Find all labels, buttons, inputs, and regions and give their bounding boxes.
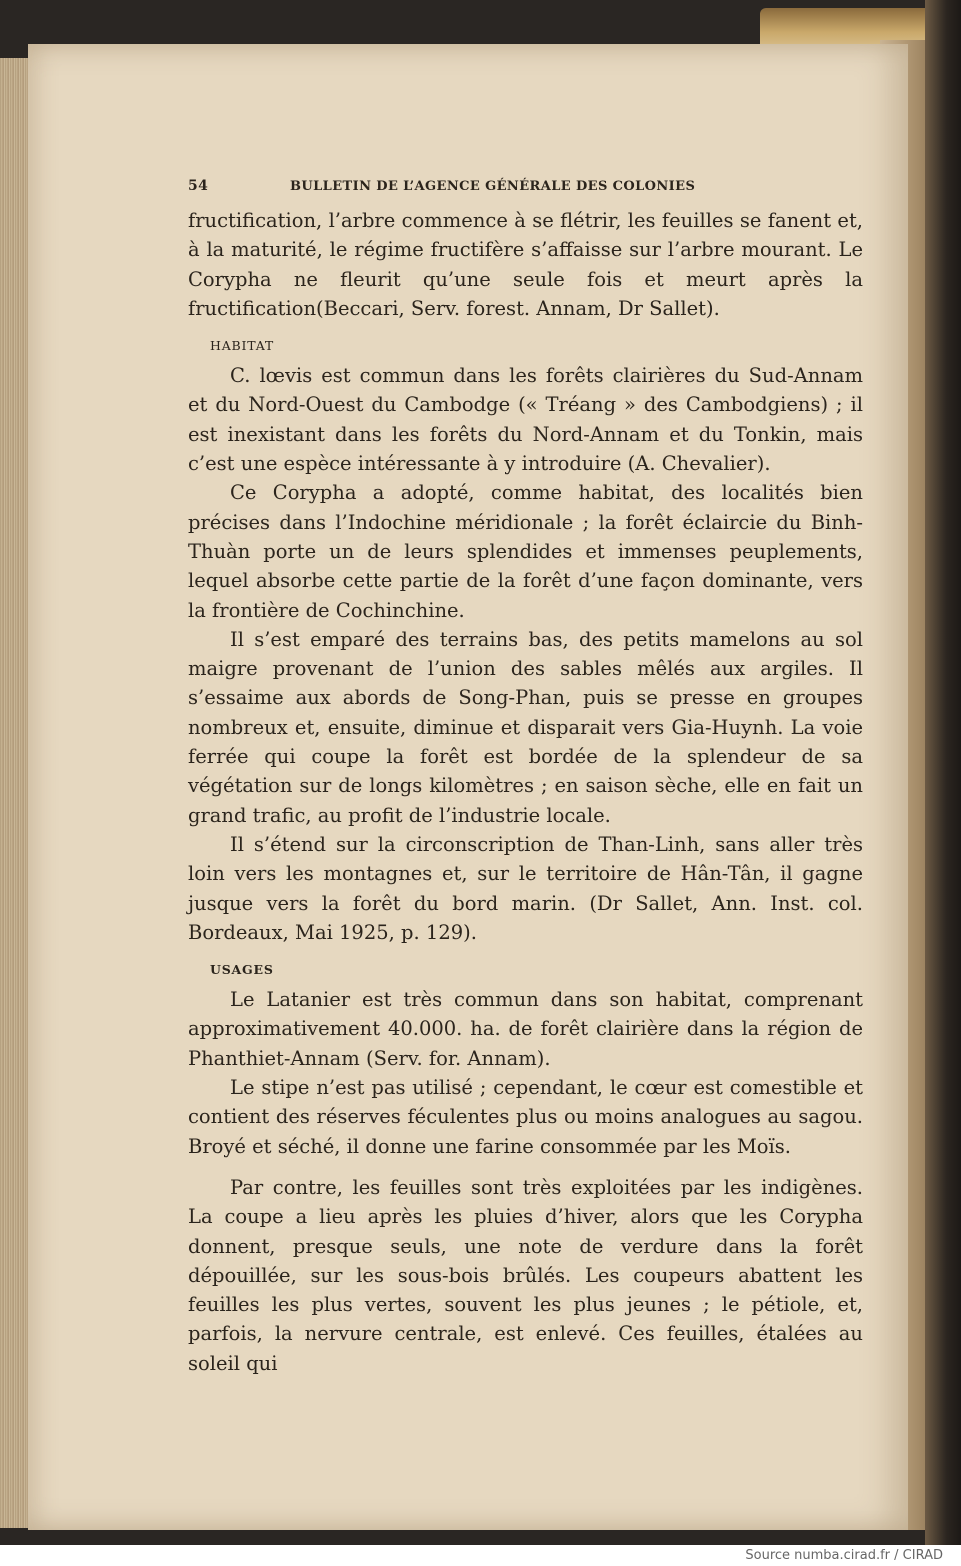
usages-heading: USAGES <box>210 962 274 978</box>
paragraph-1: fructification, l’arbre commence à se flétrir, les feuilles se fanent et, à la maturité, le régime fructifère s’affaisse sur l’arbre mourant. Le Corypha ne fleurit qu’une seule fois et meurt après la fructification(Beccari, Serv. forest. Annam, Dr Sallet). <box>188 209 863 320</box>
book-spine <box>925 0 961 1545</box>
paragraph-8: Par contre, les feuilles sont très exploitées par les indigènes. La coupe a lieu après les pluies d’hiver, alors que les Corypha donnent, presque seuls, une note de verdure dans la forêt dépouillée, sur les sous-bois brûlés. Les coupeurs abattent les feuilles les plus vertes, souvent les plus jeunes ; le pétiole, et, parfois, la nervure centrale, est enlevé. Ces feuilles, étalées au soleil qui <box>188 1175 863 1375</box>
paragraph-7: Le stipe n’est pas utilisé ; cependant, le cœur est comestible et contient des réserves féculentes plus ou moins analogues au sagou. Broyé et séché, il donne une farine consommée par les Moïs. <box>188 1076 863 1158</box>
book-page <box>28 44 908 1530</box>
body-text <box>188 206 863 1378</box>
paragraph-5: Il s’étend sur la circonscription de Than-Linh, sans aller très loin vers les montagnes et, sur le territoire de Hân-Tân, il gagne jusque vers la forêt du bord marin. (Dr Sallet, Ann. Inst. col. Bordeaux, Mai 1925, p. 129). <box>188 832 863 944</box>
source-credit: Source numba.cirad.fr / CIRAD <box>745 1548 943 1563</box>
paragraph-4: Il s’est emparé des terrains bas, des petits mamelons au sol maigre provenant de l’union des sables mêlés aux argiles. Il s’essaime aux abords de Song-Phan, puis se presse en groupes nombreux et, ensuite, diminue et disparait vers Gia-Huynh. La voie ferrée qui coupe la forêt est bordée de la splendeur de sa végétation sur de longs kilomètres ; en saison sèche, elle en fait un grand trafic, au profit de l’industrie locale. <box>188 627 863 827</box>
running-head-title: BULLETIN DE L’AGENCE GÉNÉRALE DES COLONIES <box>290 179 696 194</box>
page-number: 54 <box>188 178 209 194</box>
paragraph-6: Le Latanier est très commun dans son habitat, comprenant approximativement 40.000. ha. de forêt clairière dans la région de Phanthiet-Annam (Serv. for. Annam). <box>188 988 863 1070</box>
paragraph-2: C. lœvis est commun dans les forêts clairières du Sud-Annam et du Nord-Ouest du Cambodge (« Tréang » des Cambodgiens) ; il est inexistant dans les forêts du Nord-Annam et du Tonkin, mais c’est une espèce intéressante à y introduire (A. Chevalier). <box>188 364 863 476</box>
paragraph-3: Ce Corypha a adopté, comme habitat, des localités bien précises dans l’Indochine méridionale ; la forêt éclaircie du Binh-Thuàn porte un de leurs splendides et immenses peuplements, lequel absorbe cette partie de la forêt d’une façon dominante, vers la frontière de Cochinchine. <box>188 481 863 622</box>
habitat-heading: HABITAT <box>210 338 274 354</box>
